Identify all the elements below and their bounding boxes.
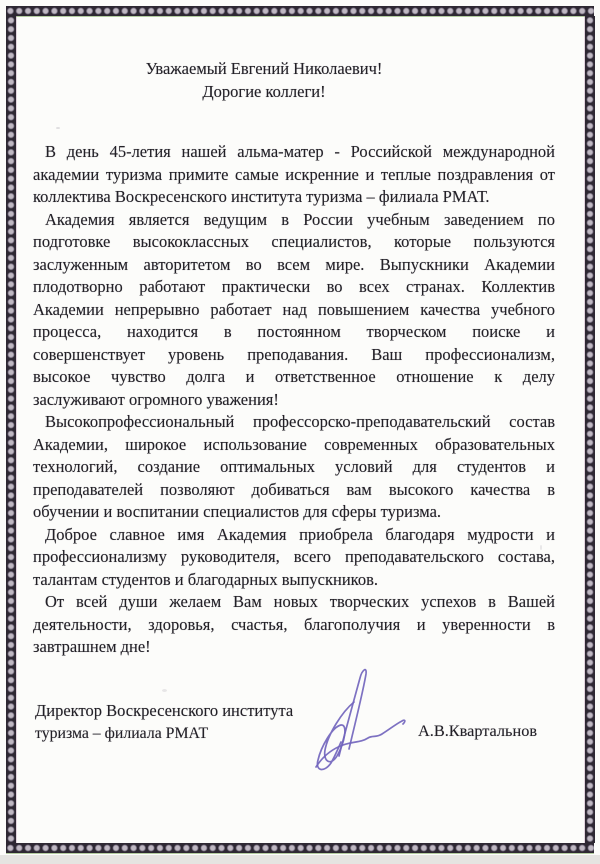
body-line: обучении и воспитании специалистов для сферы туризма. xyxy=(33,502,442,521)
body-line: Академии непрерывно работает над повышением качества учебного xyxy=(33,299,555,319)
body-line: процесса, находится в постоянном творческом поиске и xyxy=(33,322,555,341)
letter-paragraph-5 xyxy=(33,591,555,659)
signature-role-line-1: Директор Воскресенского института xyxy=(35,701,294,720)
salutation xyxy=(33,58,495,103)
body-line: завтрашнем дне! xyxy=(33,637,151,656)
body-line: совершенствует уровень преподавания. Ваш профессионализм, xyxy=(33,344,555,364)
decorative-bead-border-left xyxy=(6,16,16,843)
scan-speck xyxy=(540,545,542,550)
letter-paragraph-3 xyxy=(33,411,555,524)
letter-body xyxy=(33,141,555,659)
letter-paragraph-2 xyxy=(33,209,555,412)
signature-role-block xyxy=(35,700,335,745)
body-line: академии туризма примите самые искренние и теплые поздравления от xyxy=(33,164,555,184)
body-line: От всей души желаем Вам новых творческих успехов в Вашей xyxy=(45,592,555,611)
body-line: Академии, широкое использование современных образовательных xyxy=(33,434,555,454)
body-line: Академия является ведущим в России учебным заведением по xyxy=(45,209,555,229)
letter-paragraph-1 xyxy=(33,141,555,209)
body-line: технологий, создание оптимальных условий для студентов и xyxy=(33,457,555,476)
body-line: профессионализму руководителя, всего преподавательского состава, xyxy=(33,547,555,566)
salutation-line-2: Дорогие коллеги! xyxy=(202,81,326,101)
body-line: заслуживают огромного уважения! xyxy=(33,389,279,409)
scan-speck xyxy=(56,127,60,129)
body-line: Высокопрофессиональный профессорско-преподавательский состав xyxy=(45,412,555,431)
body-line: коллектива Воскресенского института туризма – филиала РМАТ. xyxy=(33,187,490,206)
decorative-bead-border-right xyxy=(585,16,595,843)
body-line: высокое чувство долга и ответственное отношение к делу xyxy=(33,367,555,386)
scan-speck xyxy=(162,689,167,692)
signature-ink xyxy=(295,650,425,785)
body-line: В день 45-летия нашей альма-матер - Российской международной xyxy=(45,142,555,161)
body-line: подготовке высококлассных специалистов, которые пользуются xyxy=(33,232,555,251)
body-line: заслуженным авторитетом во всем мире. Выпускники Академии xyxy=(33,254,555,274)
signatory-name: А.В.Квартальнов xyxy=(418,721,538,740)
body-line: плодотворно работают практически во всех странах. Коллектив xyxy=(33,277,555,296)
decorative-bead-border-bottom xyxy=(6,843,594,853)
signature-role-line-2: туризма – филиала РМАТ xyxy=(35,724,209,742)
salutation-line-1: Уважаемый Евгений Николаевич! xyxy=(145,59,383,78)
decorative-bead-border-top xyxy=(6,6,594,16)
body-line: Доброе славное имя Академия приобрела благодаря мудрости и xyxy=(45,524,555,544)
letter-paragraph-4 xyxy=(33,524,555,592)
body-line: преподавателей позволяют добиваться вам высокого качества в xyxy=(33,479,555,499)
body-line: талантам студентов и благодарных выпускников. xyxy=(33,569,378,589)
body-line: деятельности, здоровья, счастья, благополучия и уверенности в xyxy=(33,614,555,634)
